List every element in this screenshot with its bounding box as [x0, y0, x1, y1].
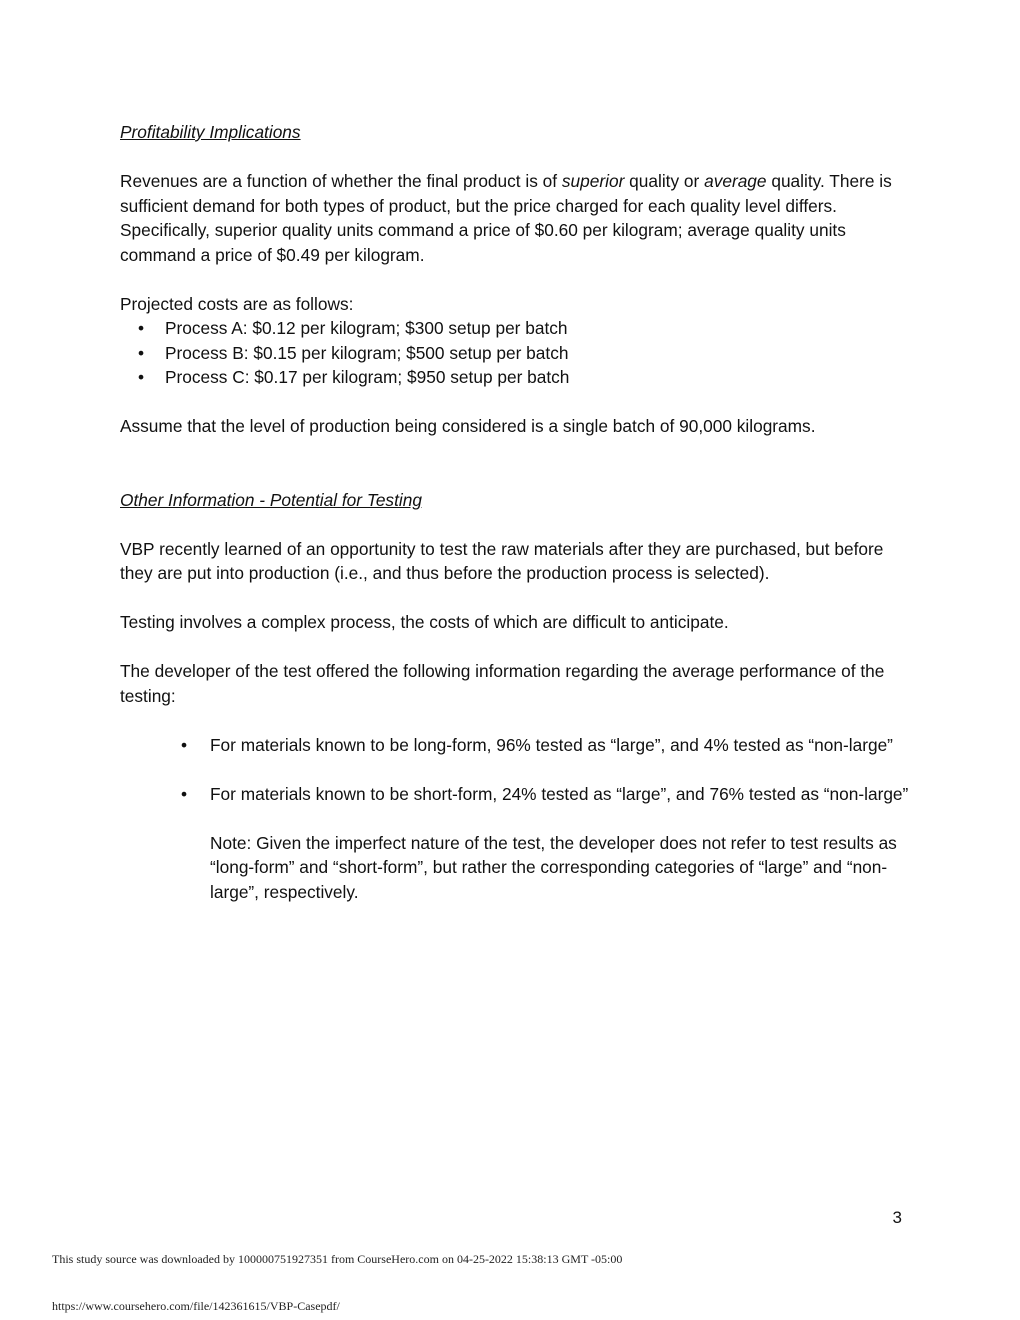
testing-paragraph-2: Testing involves a complex process, the costs of which are difficult to anticipate.	[120, 612, 729, 632]
revenue-paragraph	[120, 169, 910, 267]
cost-item-text: Process B: $0.15 per kilogram; $500 setup per batch	[165, 342, 569, 363]
testing-result-text: For materials known to be long-form, 96% tested as “large”, and 4% tested as “non-large”	[210, 734, 893, 755]
testing-note: Note: Given the imperfect nature of the test, the developer does not refer to test results as “long-form” and “short-form”, but rather the corresponding categories of “large” and “non-large”, respectively.	[210, 832, 897, 902]
testing-result-text: For materials known to be short-form, 24% tested as “large”, and 76% tested as “non-large”	[210, 783, 909, 804]
profitability-heading: Profitability Implications	[120, 122, 301, 142]
page-content	[120, 120, 910, 904]
testing-results-list	[120, 782, 910, 807]
page-number: 3	[892, 1208, 902, 1227]
bullet-icon: •	[137, 318, 145, 338]
costs-intro: Projected costs are as follows:	[120, 293, 354, 314]
cost-item-text: Process C: $0.17 per kilogram; $950 setup per batch	[165, 367, 570, 387]
cost-list-item	[120, 341, 910, 366]
testing-result-item	[120, 782, 910, 807]
cost-list-item	[120, 316, 910, 341]
bullet-icon: •	[180, 734, 188, 755]
assumption-paragraph: Assume that the level of production being considered is a single batch of 90,000 kilograms.	[120, 416, 816, 436]
cost-item-text: Process A: $0.12 per kilogram; $300 setup per batch	[165, 318, 568, 338]
average-emphasis: average	[704, 171, 767, 191]
revenue-text-2: quality or	[624, 171, 705, 191]
revenue-text-1: Revenues are a function of whether the final product is of	[120, 171, 562, 191]
testing-paragraph-1: VBP recently learned of an opportunity to test the raw materials after they are purchased, but before they are put into production (i.e., and thus before the production process is selected).	[120, 538, 884, 583]
source-url-footer[interactable]: https://www.coursehero.com/file/142361615/VBP-Casepdf/	[52, 1299, 340, 1313]
cost-list	[120, 316, 910, 390]
testing-paragraph-3: The developer of the test offered the following information regarding the average performance of the testing:	[120, 661, 885, 706]
bullet-icon: •	[180, 783, 188, 804]
revenue-text-3: quality. There is sufficient demand for both types of product, but the price charged for each quality level differs. Specifically, superior quality units command a price of $0.60 per kilogram; average quality units command a price of $0.49 per kilogram.	[120, 171, 892, 265]
superior-emphasis: superior	[561, 171, 625, 191]
testing-heading: Other Information - Potential for Testing	[120, 489, 422, 510]
cost-list-item	[120, 365, 910, 390]
bullet-icon: •	[137, 342, 145, 363]
testing-result-item	[120, 733, 910, 758]
download-source-footer: This study source was downloaded by 100000751927351 from CourseHero.com on 04-25-2022 15:38:13 GMT -05:00	[52, 1252, 623, 1266]
bullet-icon: •	[137, 367, 145, 387]
testing-results-list	[120, 733, 910, 758]
